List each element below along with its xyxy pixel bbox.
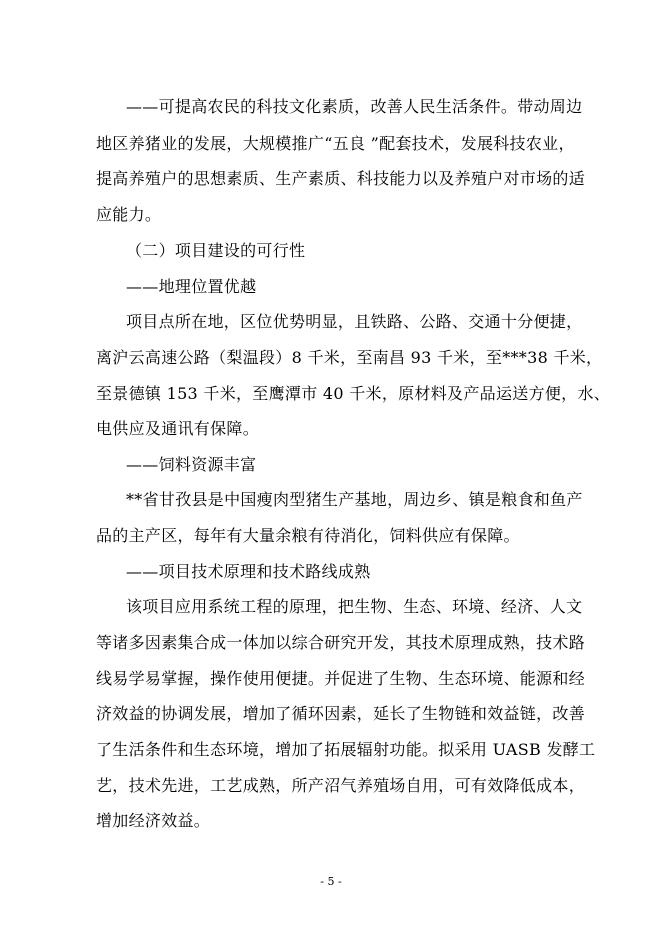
subheading: ——项目技术原理和技术路线成熟 xyxy=(126,562,371,581)
paragraph-line: 地区养猪业的发展，大规模推广“五良 ”配套技术，发展科技农业， xyxy=(96,134,575,153)
paragraph-line: 济效益的协调发展，增加了循环因素，延长了生物链和效益链，改善 xyxy=(96,704,586,723)
subheading: ——地理位置优越 xyxy=(126,277,257,296)
paragraph-line: 离沪云高速公路（梨温段）8 千米，至南昌 93 千米，至***38 千米， xyxy=(96,348,603,367)
paragraph-line: 了生活条件和生态环境，增加了拓展辐射功能。拟采用 UASB 发酵工 xyxy=(96,740,596,759)
paragraph-line: 至景德镇 153 千米，至鹰潭市 40 千米，原材料及产品运送方便，水、 xyxy=(96,384,611,403)
paragraph-line: 应能力。 xyxy=(96,205,162,224)
paragraph-line: 品的主产区，每年有大量余粮有待消化，饲料供应有保障。 xyxy=(96,526,520,545)
paragraph-line: 艺，技术先进，工艺成熟，所产沼气养殖场自用，可有效降低成本， xyxy=(96,776,586,795)
paragraph-line: **省甘孜县是中国瘦肉型猪生产基地，周边乡、镇是粮食和鱼产 xyxy=(126,490,583,509)
paragraph-line: 线易学易掌握，操作使用便捷。并促进了生物、生态环境、能源和经 xyxy=(96,669,586,688)
subheading: ——饲料资源丰富 xyxy=(126,455,257,474)
paragraph-line: 该项目应用系统工程的原理，把生物、生态、环境、经济、人文 xyxy=(126,597,583,616)
paragraph-line: 增加经济效益。 xyxy=(96,811,211,830)
paragraph-line: 电供应及通讯有保障。 xyxy=(96,419,260,438)
paragraph-line: ——可提高农民的科技文化素质，改善人民生活条件。带动周边 xyxy=(126,97,583,116)
paragraph-line: 提高养殖户的思想素质、生产素质、科技能力以及养殖户对市场的适 xyxy=(96,169,586,188)
section-heading: （二）项目建设的可行性 xyxy=(126,241,306,260)
paragraph-line: 项目点所在地，区位优势明显，且铁路、公路、交通十分便捷， xyxy=(126,312,583,331)
paragraph-line: 等诸多因素集合成一体加以综合研究开发，其技术原理成熟，技术路 xyxy=(96,633,586,652)
page-number: - 5 - xyxy=(320,875,342,888)
